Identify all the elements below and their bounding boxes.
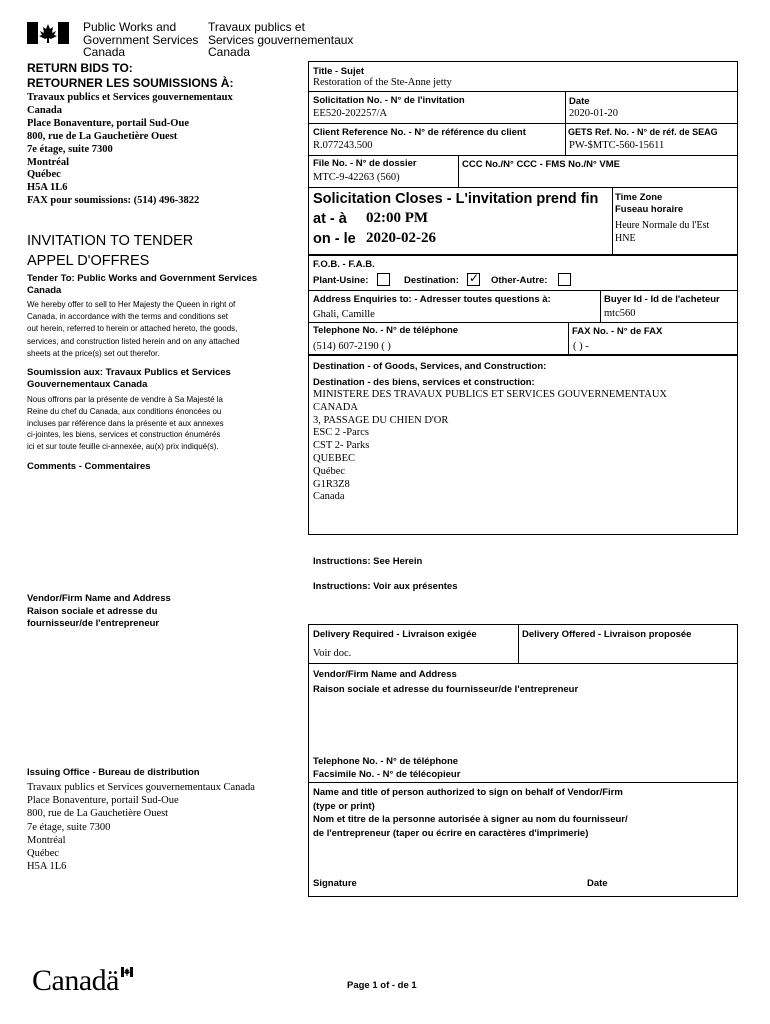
buyer-id-value: mtc560 bbox=[604, 308, 636, 319]
closes-on-value: 2020-02-26 bbox=[366, 230, 436, 246]
solicitation-no-label: Solicitation No. - N° de l'invitation bbox=[313, 95, 465, 106]
canada-wordmark: Canadä bbox=[32, 964, 119, 997]
client-ref-value: R.077243.500 bbox=[313, 140, 373, 151]
destination-goods-label: Destination - of Goods, Services, and Construction: Destination - des biens, services et construction: bbox=[313, 361, 547, 388]
tender-text: We hereby offer to sell to Her Majesty the Queen in right of Canada, in accordance with the terms and conditions set out herein, referred to herein or attached hereto, the goods, services, and construction listed herein and on any attached sheets at the price(s) set out therefor. bbox=[27, 300, 240, 358]
fob-address-box bbox=[308, 255, 738, 355]
destination-label: Destination: bbox=[404, 275, 459, 286]
time-zone-label: Time Zone Fuseau horaire bbox=[615, 192, 684, 215]
vendor-firm-label-left: Vendor/Firm Name and Address Raison sociale et adresse du fournisseur/de l'entrepreneur bbox=[27, 593, 171, 629]
destination-goods-value: MINISTERE DES TRAVAUX PUBLICS ET SERVICES GOUVERNEMENTAUX CANADA 3, PASSAGE DU CHIEN D'OR ESC 2 -Parcs CST 2- Parks QUEBEC Québec G1R3Z8 Canada bbox=[313, 389, 667, 503]
invitation-title: INVITATION TO TENDER APPEL D'OFFRES bbox=[27, 233, 194, 269]
address-enquiries-value: Ghali, Camille bbox=[313, 309, 375, 320]
address-enquiries-label: Address Enquiries to: - Adresser toutes questions à: bbox=[313, 294, 551, 305]
other-autre-checkbox[interactable] bbox=[558, 273, 571, 286]
soumission-text: Nous offrons par la présente de vendre à Sa Majesté la Reine du chef du Canada, aux conditions énoncées ou incluses par référence dans la présente et aux annexes ci-jointes, les biens, services et construction énumérés ici et sur toute feuille ci-annexée, au(x) prix indiqué(s). bbox=[27, 395, 224, 452]
fax-label: FAX No. - N° de FAX bbox=[572, 326, 663, 337]
other-autre-label: Other-Autre: bbox=[491, 275, 548, 286]
instructions-fr: Instructions: Voir aux présentes bbox=[313, 581, 458, 592]
closes-at-label: at - à bbox=[313, 211, 347, 227]
checkmark-icon: ✓ bbox=[469, 271, 480, 285]
file-no-label: File No. - N° de dossier bbox=[313, 158, 417, 169]
signature-label: Signature bbox=[313, 878, 357, 889]
authorized-person-label: Name and title of person authorized to sign on behalf of Vendor/Firm (type or print) Nom et titre de la personne autorisée à signer au nom du fournisseur/ de l'entrepreneur (taper ou écrire en caractères d'imprimerie) bbox=[313, 787, 628, 839]
time-zone-value: Heure Normale du l'Est HNE bbox=[615, 220, 710, 244]
fob-label: F.O.B. - F.A.B. bbox=[313, 259, 375, 270]
client-ref-label: Client Reference No. - N° de référence du client bbox=[313, 127, 526, 138]
return-bids-title: RETURN BIDS TO: RETOURNER LES SOUMISSIONS À: bbox=[27, 61, 234, 90]
delivery-required-label: Delivery Required - Livraison exigée bbox=[313, 629, 477, 640]
return-address: Travaux publics et Services gouvernementaux Canada Place Bonaventure, portail Sud-Oue 800, rue de La Gauchetière Ouest 7e étage, suite 7300 Montréal Québec H5A 1L6 FAX pour soumissions: (514) 496-3822 bbox=[27, 92, 233, 207]
telephone-label: Telephone No. - N° de téléphone bbox=[313, 325, 459, 336]
plant-usine-checkbox[interactable] bbox=[377, 273, 390, 286]
delivery-offered-field[interactable] bbox=[520, 642, 736, 662]
date-label: Date bbox=[569, 96, 590, 107]
delivery-offered-label: Delivery Offered - Livraison proposée bbox=[522, 629, 692, 640]
issuing-office-address: Travaux publics et Services gouvernementaux Canada Place Bonaventure, portail Sud-Oue 800, rue de La Gauchetière Ouest 7e étage, suite 7300 Montréal Québec H5A 1L6 bbox=[27, 782, 255, 873]
file-no-value: MTC-9-42263 (560) bbox=[313, 172, 400, 183]
soumission-aux: Soumission aux: Travaux Publics et Services Gouvernementaux Canada bbox=[27, 367, 231, 390]
vendor-firm-label: Vendor/Firm Name and Address Raison sociale et adresse du fournisseur/de l'entrepreneur bbox=[313, 669, 579, 695]
date-value: 2020-01-20 bbox=[569, 108, 618, 119]
destination-checkbox[interactable] bbox=[467, 273, 480, 286]
closes-on-label: on - le bbox=[313, 231, 356, 247]
instructions-en: Instructions: See Herein bbox=[313, 556, 423, 567]
fax-value: ( ) - bbox=[573, 341, 589, 352]
wordmark-flag-icon bbox=[121, 964, 133, 974]
vendor-telephone-label: Telephone No. - N° de téléphone Facsimile No. - N° de télécopieur bbox=[313, 756, 461, 780]
gets-ref-value: PW-$MTC-560-15611 bbox=[569, 140, 665, 151]
tender-to: Tender To: Public Works and Government Services Canada bbox=[27, 273, 258, 296]
telephone-value: (514) 607-2190 ( ) bbox=[313, 341, 391, 352]
gets-ref-label: GETS Ref. No. - N° de réf. de SEAG bbox=[568, 127, 718, 137]
plant-usine-label: Plant-Usine: bbox=[313, 275, 369, 286]
closes-title: Solicitation Closes - L'invitation prend fin bbox=[313, 191, 599, 207]
signature-date-label: Date bbox=[587, 878, 608, 889]
page-number: Page 1 of - de 1 bbox=[347, 980, 417, 991]
delivery-required-value: Voir doc. bbox=[313, 648, 352, 659]
canada-flag-icon bbox=[27, 22, 69, 44]
department-name-en: Public Works and Government Services Canada bbox=[83, 20, 199, 59]
issuing-office-label: Issuing Office - Bureau de distribution bbox=[27, 767, 200, 778]
title-label: Title - Sujet bbox=[313, 66, 365, 77]
solicitation-no-value: EE520-202257/A bbox=[313, 108, 388, 119]
closes-at-value: 02:00 PM bbox=[366, 210, 429, 226]
buyer-id-label: Buyer Id - Id de l'acheteur bbox=[604, 294, 720, 305]
comments-label: Comments - Commentaires bbox=[27, 461, 151, 472]
department-name-fr: Travaux publics et Services gouvernementaux Canada bbox=[208, 20, 354, 59]
title-value: Restoration of the Ste-Anne jetty bbox=[313, 77, 452, 88]
vendor-firm-field[interactable] bbox=[310, 697, 736, 752]
ccc-no-label: CCC No./N° CCC - FMS No./N° VME bbox=[462, 159, 621, 170]
authorized-person-field[interactable] bbox=[310, 842, 736, 874]
